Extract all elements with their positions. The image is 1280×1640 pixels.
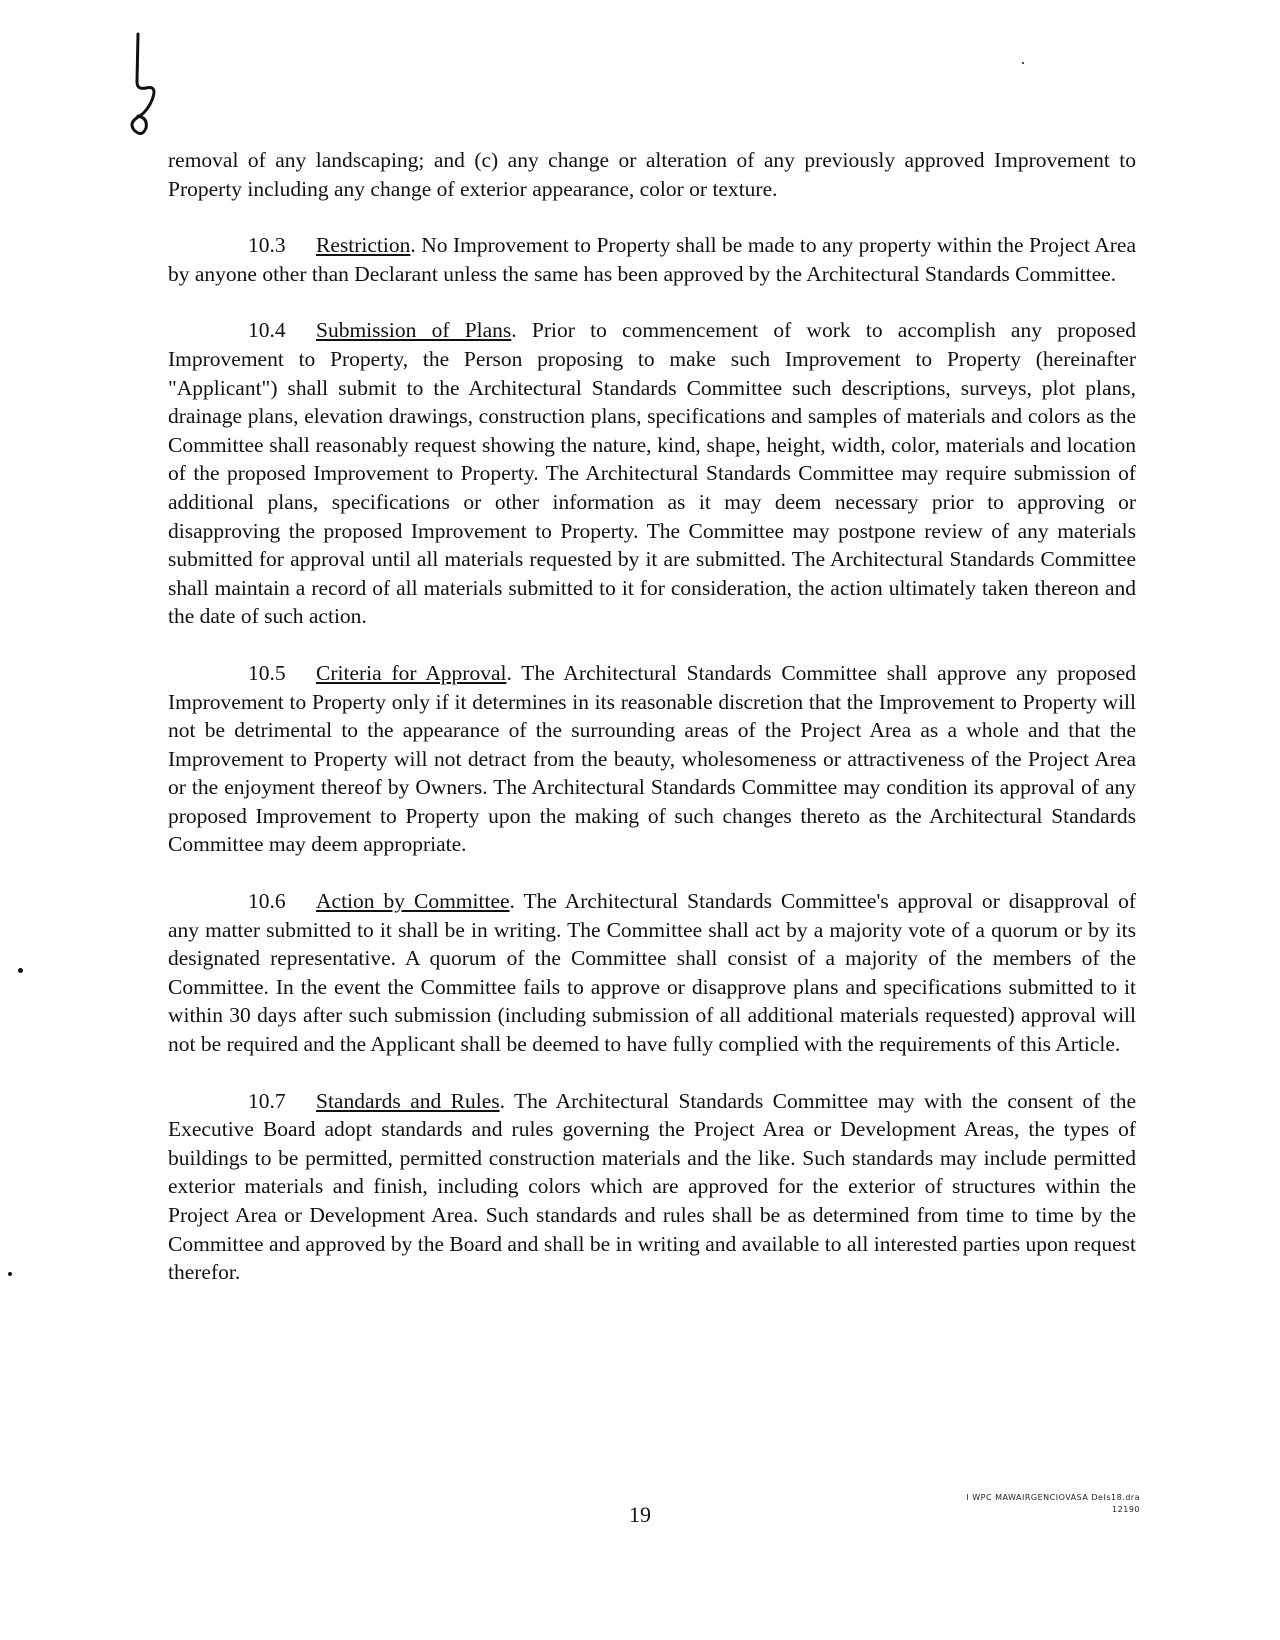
section-number: 10.4 — [248, 318, 286, 343]
section-title: Action by Committee — [316, 889, 510, 914]
scan-speck — [1022, 62, 1024, 64]
footer-line-2: 12190 — [1112, 1505, 1140, 1514]
section-number: 10.7 — [248, 1088, 286, 1113]
section-10-4 — [168, 316, 1136, 631]
section-number: 10.6 — [248, 889, 286, 914]
section-title-punct: . — [509, 889, 515, 914]
section-10-6 — [168, 887, 1136, 1059]
section-title: Criteria for Approval — [316, 660, 507, 685]
footer-file-code — [966, 1492, 1140, 1516]
footer-line-1: I WPC MAWAIRGENCIOVASA DeIs18.dra — [966, 1493, 1140, 1502]
section-10-5 — [168, 659, 1136, 859]
section-text: The Architectural Standards Committee's approval or disapproval of any matter submitted to it shall be in writing. The Committee shall act by a majority vote of a quorum or by its designated representative. A quorum of the Committee shall consist of a majority of the members of the Committee. In the event the Committee fails to approve or disapprove plans and specifications submitted to it within 30 days after such submission (including submission of all additional materials requested) approval will not be required and the Applicant shall be deemed to have fully complied with the requirements of this Article. — [168, 889, 1137, 1057]
section-text: Prior to commencement of work to accomplish any proposed Improvement to Property, the Person proposing to make such Improvement to Property (hereinafter "Applicant") shall submit to the Architectural Standards Committee such descriptions, surveys, plot plans, drainage plans, elevation drawings, construction plans, specifications and samples of materials and colors as the Committee shall reasonably request showing the nature, kind, shape, height, width, color, materials and location of the proposed Improvement to Property. The Architectural Standards Committee may require submission of additional plans, specifications or other information as it may deem necessary prior to approving or disapproving the proposed Improvement to Property. The Committee may postpone review of any materials submitted for approval until all materials requested by it are submitted. The Architectural Standards Committee shall maintain a record of all materials submitted to it for consideration, the action ultimately taken thereon and the date of such action. — [168, 318, 1136, 629]
scan-speck — [8, 1272, 12, 1276]
section-text: No Improvement to Property shall be made to any property within the Project Area by anyone other than Declarant unless the same has been approved by the Architectural Standards Committee. — [168, 233, 1136, 286]
section-title-punct: . — [410, 233, 416, 258]
section-number: 10.5 — [248, 660, 286, 685]
document-body — [168, 146, 1136, 1315]
section-title: Submission of Plans — [316, 318, 512, 343]
section-title-punct: . — [506, 660, 512, 685]
scan-speck — [18, 968, 23, 973]
section-text: The Architectural Standards Committee shall approve any proposed Improvement to Property only if it determines in its reasonable discretion that the Improvement to Property will not be detrimental to the appearance of the surrounding areas of the Project Area as a whole and that the Improvement to Property will not detract from the beauty, wholesomeness or attractiveness of the Project Area or the enjoyment thereof by Owners. The Architectural Standards Committee may condition its approval of any proposed Improvement to Property upon the making of such changes thereto as the Architectural Standards Committee may deem appropriate. — [168, 660, 1136, 857]
page-number: 19 — [629, 1502, 651, 1527]
continuation-paragraph: removal of any landscaping; and (c) any change or alteration of any previously approved Improvement to Property including any change of exterior appearance, color or texture. — [168, 148, 1136, 201]
section-10-3 — [168, 231, 1136, 288]
section-title-punct: . — [499, 1088, 505, 1113]
section-title-punct: . — [511, 318, 517, 343]
section-title: Standards and Rules — [316, 1088, 500, 1113]
section-text: The Architectural Standards Committee may with the consent of the Executive Board adopt standards and rules governing the Project Area or Development Areas, the types of buildings to be permitted, permitted construction materials and the like. Such standards may include permitted exterior materials and finish, including colors which are approved for the exterior of structures within the Project Area or Development Area. Such standards and rules shall be as determined from time to time by the Committee and approved by the Board and shall be in writing and available to all interested parties upon request therefor. — [168, 1088, 1136, 1285]
section-10-7 — [168, 1087, 1136, 1287]
section-number: 10.3 — [248, 233, 286, 258]
handwritten-mark-icon — [120, 30, 180, 140]
section-title: Restriction — [316, 233, 411, 258]
